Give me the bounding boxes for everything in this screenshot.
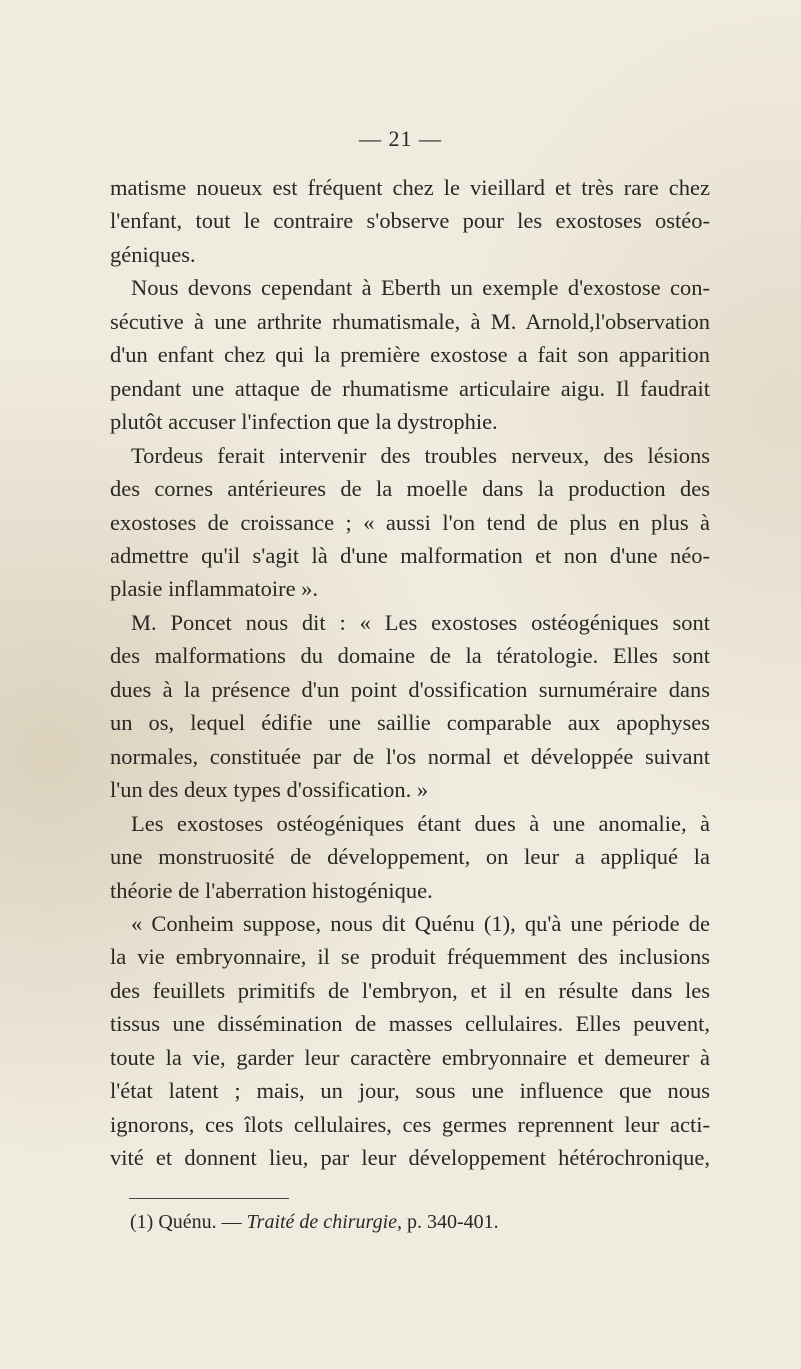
text-line: sécutive à une arthrite rhumatismale, à M. Arnold,l'observation xyxy=(110,308,710,334)
text-line: une monstruosité de développement, on leur a appliqué la xyxy=(110,844,710,870)
text-line: l'état latent ; mais, un jour, sous une influence que nous xyxy=(110,1078,710,1104)
text-line: vité et donnent lieu, par leur développement hétérochronique, xyxy=(110,1145,710,1171)
text-line: Nous devons cependant à Eberth un exemple d'exostose con- xyxy=(131,275,710,301)
text-line: M. Poncet nous dit : « Les exostoses ostéogéniques sont xyxy=(131,609,710,635)
footnote-divider xyxy=(129,1198,289,1199)
text-line: matisme noueux est fréquent chez le vieillard et très rare chez xyxy=(110,175,710,200)
text-line: l'un des deux types d'ossification. » xyxy=(110,777,429,803)
text-line: dues à la présence d'un point d'ossification surnuméraire dans xyxy=(110,676,710,702)
text-line: un os, lequel édifie une saillie comparable aux apophyses xyxy=(110,710,710,736)
text-line: théorie de l'aberration histogénique. xyxy=(110,877,433,903)
text-line: plasie inflammatoire ». xyxy=(110,576,319,602)
footnote-ref: (1) Quénu. xyxy=(130,1211,217,1233)
text-line: des feuillets primitifs de l'embryon, et il en résulte dans les xyxy=(110,977,710,1003)
text-line: des cornes antérieures de la moelle dans la production des xyxy=(110,476,710,502)
text-line: Les exostoses ostéogéniques étant dues à une anomalie, à xyxy=(131,810,710,836)
text-line: normales, constituée par de l'os normal et développée suivant xyxy=(110,743,710,769)
text-line: d'un enfant chez qui la première exostose a fait son apparition xyxy=(110,342,710,368)
text-line: des malformations du domaine de la tératologie. Elles sont xyxy=(110,643,710,669)
text-line: l'enfant, tout le contraire s'observe pour les exostoses ostéo- xyxy=(110,208,710,234)
text-line: plutôt accuser l'infection que la dystrophie. xyxy=(110,409,498,435)
text-line: la vie embryonnaire, il se produit fréquemment des inclusions xyxy=(110,944,710,970)
footnote-work-title: Traité de chirurgie, xyxy=(246,1211,403,1233)
footnote xyxy=(130,1211,690,1234)
text-line: « Conheim suppose, nous dit Quénu (1), qu'à une période de xyxy=(131,910,710,936)
text-line: admettre qu'il s'agit là d'une malformation et non d'une néo- xyxy=(110,542,710,568)
text-line: ignorons, ces îlots cellulaires, ces germes reprennent leur acti- xyxy=(110,1111,710,1137)
body-text xyxy=(110,171,710,1175)
text-line: pendant une attaque de rhumatisme articulaire aigu. Il faudrait xyxy=(110,375,710,401)
text-line: géniques. xyxy=(110,241,196,267)
text-line: tissus une dissémination de masses cellulaires. Elles peuvent, xyxy=(110,1011,710,1037)
text-line: toute la vie, garder leur caractère embryonnaire et demeurer à xyxy=(110,1044,710,1070)
text-line: exostoses de croissance ; « aussi l'on tend de plus en plus à xyxy=(110,509,710,535)
footnote-separator: — xyxy=(216,1211,247,1233)
footnote-pages: p. 340-401. xyxy=(402,1211,499,1233)
page-number: — 21 — xyxy=(359,126,442,151)
text-line: Tordeus ferait intervenir des troubles nerveux, des lésions xyxy=(131,442,710,468)
